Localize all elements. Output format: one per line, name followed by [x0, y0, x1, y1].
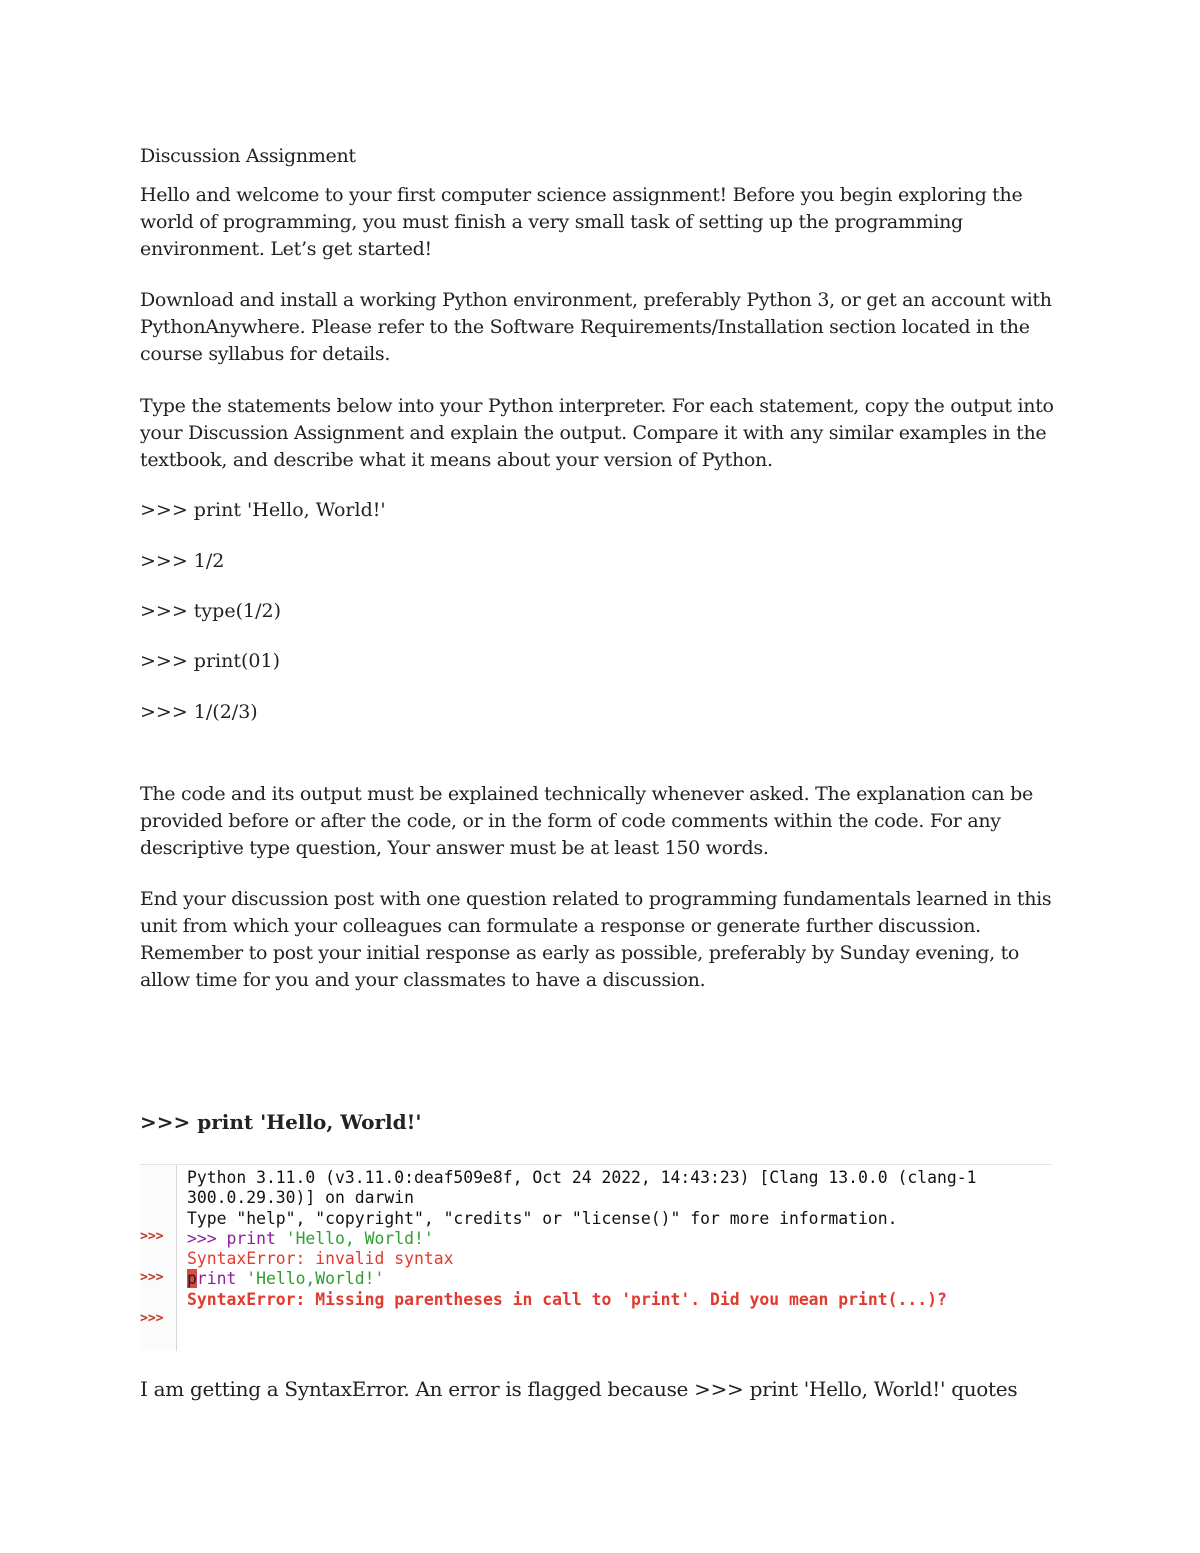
- explanation-paragraph: The code and its output must be explained technically whenever asked. The explanation can be provided before or after the code, or in the form of code comments within the code. For any descriptive type question, Your answer must be at least 150 words.: [140, 783, 1033, 859]
- shell-prompt-gutter: [140, 1165, 177, 1351]
- shell-error-line: SyntaxError: Missing parentheses in call to 'print'. Did you mean print(...)?: [187, 1289, 947, 1309]
- shell-banner-line: 300.0.29.30)] on darwin: [187, 1188, 414, 1208]
- statement-4: >>> print(01): [140, 650, 280, 672]
- shell-banner-line: Python 3.11.0 (v3.11.0:deaf509e8f, Oct 24 2022, 14:43:23) [Clang 13.0.0 (clang-1: [187, 1168, 977, 1187]
- document-title: Discussion Assignment: [140, 145, 356, 167]
- answer-paragraph: I am getting a SyntaxError. An error is flagged because >>> print 'Hello, World!' quotes: [140, 1377, 1018, 1401]
- shell-output: [187, 1168, 1047, 1310]
- statement-3: >>> type(1/2): [140, 600, 281, 622]
- input-keyword: rint: [196, 1269, 237, 1289]
- gutter-prompt: >>>: [140, 1229, 164, 1244]
- install-paragraph: Download and install a working Python environment, preferably Python 3, or get an account with PythonAnywhere. Please refer to the Software Requirements/Installation section located in the course syllabus for details.: [140, 289, 1052, 365]
- python-shell-screenshot: [140, 1164, 1052, 1351]
- answer-heading: >>> print 'Hello, World!': [140, 1110, 422, 1134]
- instructions-paragraph: Type the statements below into your Python interpreter. For each statement, copy the output into your Discussion Assignment and explain the output. Compare it with any similar examples in the textbook, and describe what it means about your version of Python.: [140, 395, 1054, 471]
- statement-2: >>> 1/2: [140, 550, 225, 572]
- shell-banner-line: Type "help", "copyright", "credits" or "license()" for more information.: [187, 1208, 898, 1228]
- shell-input-line: [187, 1229, 1047, 1249]
- statement-5: >>> 1/(2/3): [140, 701, 258, 723]
- shell-input-line: [187, 1269, 1047, 1289]
- input-prompt: >>>: [187, 1228, 227, 1248]
- gutter-prompt: >>>: [140, 1311, 164, 1326]
- statement-1: >>> print 'Hello, World!': [140, 499, 386, 521]
- closing-paragraph: End your discussion post with one question related to programming fundamentals learned in this unit from which your colleagues can formulate a response or generate further discussion. Remember to post your initial response as early as possible, preferably by Sunday evening, to allow time for you and your classmates to have a discussion.: [140, 888, 1052, 991]
- gutter-prompt: >>>: [140, 1270, 164, 1285]
- input-string: 'Hello, World!': [275, 1228, 434, 1248]
- shell-error-line: SyntaxError: invalid syntax: [187, 1249, 454, 1269]
- input-keyword: print: [226, 1228, 276, 1248]
- intro-paragraph: Hello and welcome to your first computer science assignment! Before you begin exploring the world of programming, you must finish a very small task of setting up the programming environment. Let’s get started!: [140, 184, 1023, 260]
- text-cursor: p: [187, 1269, 197, 1289]
- input-string: 'Hello,World!': [236, 1269, 385, 1289]
